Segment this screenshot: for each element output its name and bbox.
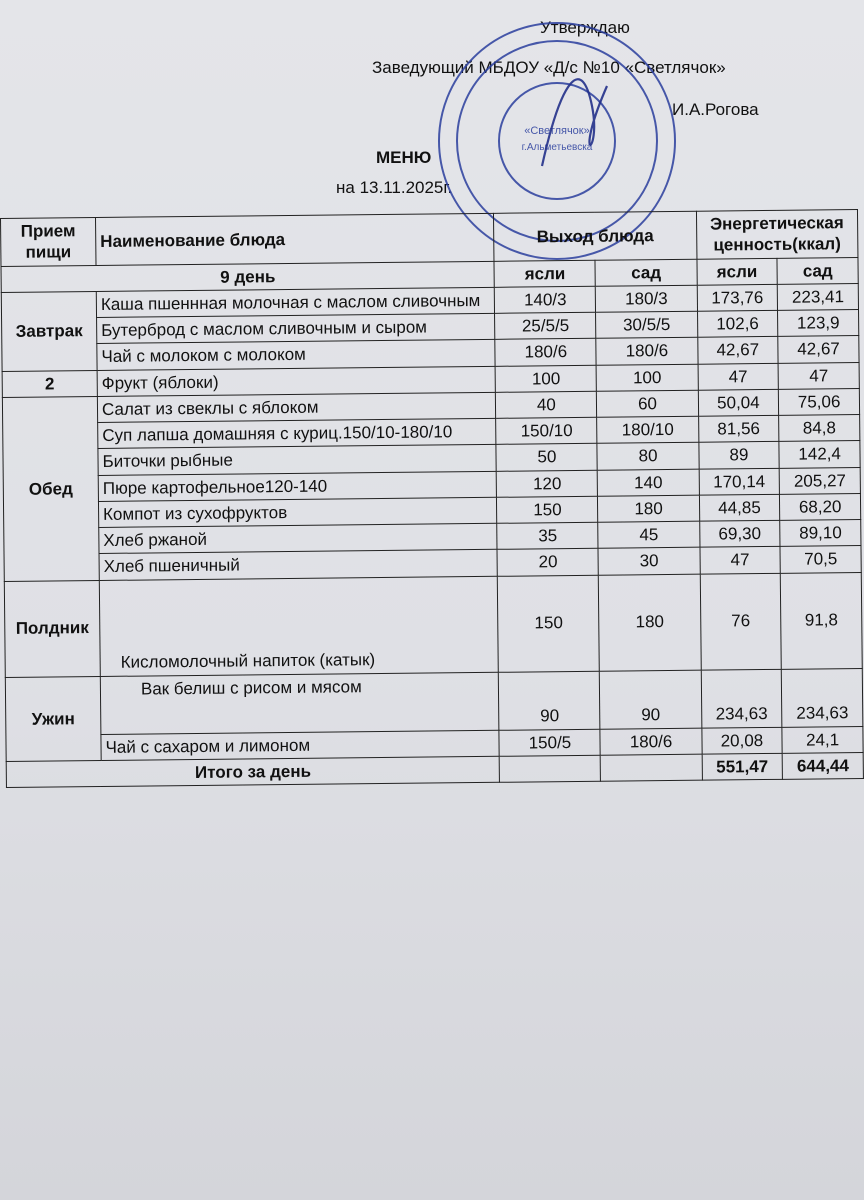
dish-name: Компот из сухофруктов (98, 497, 497, 527)
yield-nursery: 150/10 (496, 417, 597, 444)
kcal-nursery: 69,30 (699, 520, 780, 547)
dish-name: Бутерброд с маслом сливочным и сыром (97, 313, 496, 343)
col-yield-header: Выход блюда (494, 211, 697, 261)
col-meal-header: Прием пищи (1, 218, 96, 266)
kcal-garden: 123,9 (778, 310, 859, 337)
kcal-nursery: 173,76 (697, 284, 778, 311)
sub-garden-kcal: сад (777, 257, 858, 284)
yield-nursery: 150/5 (499, 729, 600, 756)
kcal-garden: 75,06 (779, 388, 860, 415)
kcal-garden: 24,1 (782, 726, 863, 753)
menu-table (0, 209, 864, 788)
dish-name: Чай с молоком с молоком (97, 340, 496, 370)
meal-second-breakfast: 2 (2, 370, 97, 397)
yield-nursery: 90 (499, 671, 601, 730)
meal-afternoon-snack: Полдник (4, 580, 100, 677)
kcal-nursery: 81,56 (698, 415, 779, 442)
yield-garden: 80 (597, 442, 698, 469)
yield-nursery: 50 (496, 444, 597, 471)
yield-nursery: 120 (497, 470, 598, 497)
meal-lunch: Обед (2, 396, 99, 581)
meal-breakfast: Завтрак (1, 291, 97, 371)
yield-garden: 180/3 (596, 285, 697, 312)
yield-nursery: 140/3 (495, 286, 596, 313)
table-row (5, 668, 863, 735)
total-kcal-nursery: 551,47 (702, 753, 783, 780)
sub-garden-yield: сад (595, 259, 696, 286)
kcal-nursery: 234,63 (701, 669, 782, 728)
yield-nursery: 35 (497, 522, 598, 549)
kcal-nursery: 89 (698, 442, 779, 469)
yield-garden: 100 (597, 364, 698, 391)
kcal-nursery: 47 (700, 547, 781, 574)
svg-text:«Светлячок»: «Светлячок» (524, 125, 590, 137)
sub-nursery-kcal: ясли (697, 258, 778, 285)
kcal-garden: 42,67 (778, 336, 859, 363)
dish-name: Хлеб пшеничный (99, 550, 498, 580)
dish-name: Пюре картофельное120-140 (98, 471, 497, 501)
day-label: 9 день (1, 261, 495, 292)
kcal-nursery: 102,6 (697, 310, 778, 337)
kcal-garden: 223,41 (777, 283, 858, 310)
dish-name: Вак белиш с рисом и мясом (100, 672, 499, 734)
page-title: МЕНЮ (376, 148, 432, 167)
col-energy-header: Энергетическая ценность(ккал) (696, 210, 858, 259)
svg-text:г.Альметьевска: г.Альметьевска (521, 142, 593, 153)
yield-garden: 45 (598, 521, 699, 548)
yield-nursery: 40 (496, 391, 597, 418)
kcal-nursery: 20,08 (701, 727, 782, 754)
kcal-nursery: 42,67 (697, 337, 778, 364)
yield-garden: 180/10 (597, 416, 698, 443)
dish-name: Суп лапша домашняя с куриц.150/10-180/10 (98, 418, 497, 448)
kcal-garden: 234,63 (782, 668, 863, 727)
yield-garden: 180 (598, 495, 699, 522)
head-position: Заведующий МБДОУ «Д/с №10 «Светлячок» (372, 58, 726, 77)
kcal-nursery: 50,04 (698, 389, 779, 416)
yield-nursery: 20 (497, 549, 598, 576)
kcal-garden: 47 (778, 362, 859, 389)
yield-nursery: 100 (495, 365, 596, 392)
kcal-nursery: 47 (698, 363, 779, 390)
kcal-nursery: 76 (700, 573, 782, 670)
kcal-garden: 91,8 (781, 572, 863, 669)
yield-nursery: 25/5/5 (495, 312, 596, 339)
yield-garden: 140 (598, 469, 699, 496)
dish-name: Биточки рыбные (98, 445, 497, 475)
yield-garden: 90 (600, 670, 702, 729)
kcal-nursery: 44,85 (699, 494, 780, 521)
signer-name: И.А.Рогова (672, 100, 759, 119)
yield-nursery: 150 (498, 575, 600, 672)
yield-garden: 30 (598, 547, 699, 574)
yield-garden: 180/6 (596, 337, 697, 364)
kcal-garden: 142,4 (779, 441, 860, 468)
yield-nursery: 180/6 (495, 339, 596, 366)
kcal-garden: 205,27 (779, 467, 860, 494)
kcal-garden: 70,5 (780, 546, 861, 573)
sub-nursery-yield: ясли (494, 260, 595, 287)
yield-nursery: 150 (497, 496, 598, 523)
col-dish-header: Наименование блюда (95, 213, 494, 265)
kcal-garden: 68,20 (780, 493, 861, 520)
yield-garden: 60 (597, 390, 698, 417)
dish-name: Каша пшеннная молочная с маслом сливочным (96, 287, 495, 317)
meal-dinner: Ужин (5, 676, 101, 761)
kcal-garden: 84,8 (779, 415, 860, 442)
dish-name: Хлеб ржаной (99, 523, 498, 553)
total-label: Итого за день (6, 756, 500, 787)
dish-name: Кисломолочный напиток (катык) (99, 576, 498, 676)
dish-name: Чай с сахаром и лимоном (101, 730, 500, 760)
total-kcal-garden: 644,44 (782, 752, 863, 779)
kcal-garden: 89,10 (780, 520, 861, 547)
approval-label: Утверждаю (540, 18, 630, 37)
yield-garden: 180/6 (600, 728, 701, 755)
menu-date: на 13.11.2025г. (336, 178, 453, 197)
kcal-nursery: 170,14 (699, 468, 780, 495)
yield-garden: 30/5/5 (596, 311, 697, 338)
dish-name: Фрукт (яблоки) (97, 366, 496, 396)
table-row (4, 572, 862, 677)
yield-garden: 180 (599, 574, 701, 671)
dish-name: Салат из свеклы с яблоком (97, 392, 496, 422)
